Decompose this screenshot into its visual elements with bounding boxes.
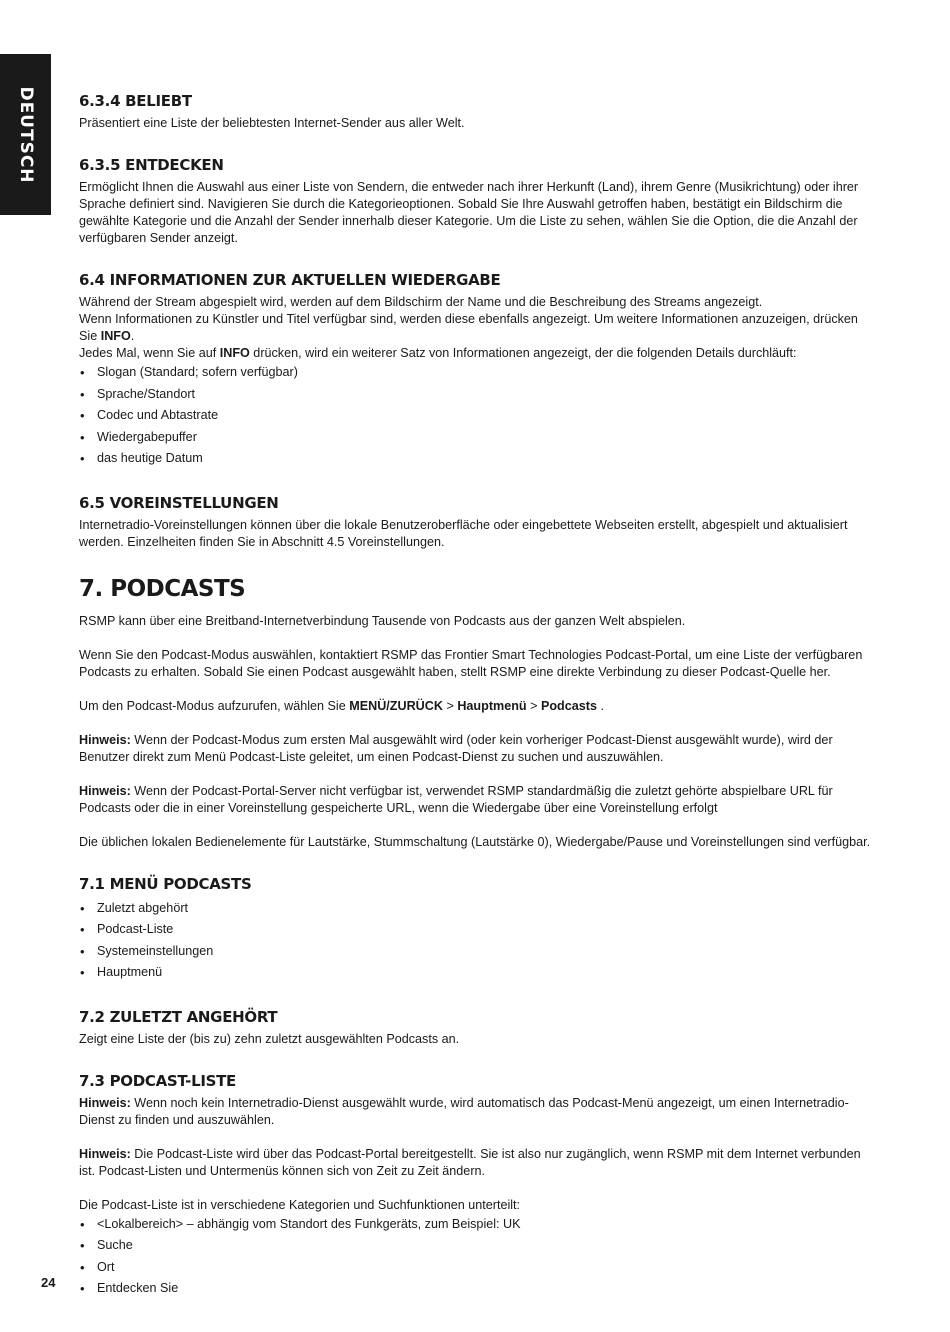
language-side-tab (0, 54, 51, 215)
section-7-1 (79, 875, 874, 984)
list-item: • Zuletzt abgehört (79, 898, 874, 920)
section-6-4 (79, 271, 874, 470)
paragraph: Zeigt eine Liste der (bis zu) zehn zuletzt ausgewählten Podcasts an. (79, 1031, 460, 1046)
section-7-3 (79, 1072, 874, 1300)
list-item: • das heutige Datum (79, 448, 874, 470)
paragraph: Die Podcast-Liste ist in verschiedene Kategorien und Suchfunktionen unterteilt: (79, 1197, 521, 1212)
paragraph (79, 345, 874, 362)
list-item: • Systemeinstellungen (79, 941, 874, 963)
list-item: • Podcast-Liste (79, 919, 874, 941)
text-run: Jedes Mal, wenn Sie auf (79, 346, 220, 360)
paragraph: Wenn Sie den Podcast-Modus auswählen, kontaktiert RSMP das Frontier Smart Technologies Podcast-Portal, um eine Liste der verfügbaren Podcasts zu erhalten. Sobald Sie einen Podcast ausgewählt haben, stellt RSMP eine direkte Verbindung zu dieser Podcast-Quelle her. (79, 647, 863, 679)
section-7 (79, 575, 874, 851)
text-run: drücken, wird ein weiterer Satz von Informationen angezeigt, der die folgenden Details durchläuft: (249, 346, 797, 360)
language-label: DEUTSCH (15, 85, 36, 184)
note-paragraph (79, 732, 874, 766)
text-run: Die Podcast-Liste wird über das Podcast-Portal bereitgestellt. Sie ist also nur zugänglich, wenn RSMP mit dem Internet verbunden ist. Podcast-Listen und Untermenüs können sich von Zeit zu Zeit ändern. (79, 1146, 861, 1178)
text-run: Um den Podcast-Modus aufzurufen, wählen Sie (79, 698, 350, 713)
text-run: > (526, 698, 541, 713)
paragraph (79, 698, 874, 715)
text-run: . (130, 329, 135, 343)
bullet-list (79, 898, 874, 984)
list-item: • Codec und Abtastrate (79, 405, 874, 427)
list-item: • Suche (79, 1235, 874, 1257)
list-item: • Hauptmenü (79, 962, 874, 984)
bullet-list (79, 1214, 874, 1300)
note-label: Hinweis: (79, 783, 131, 798)
info-key-label: INFO (100, 329, 131, 343)
section-title: 7.2 ZULETZT ANGEHÖRT (79, 1007, 278, 1026)
page-number: 24 (41, 1275, 56, 1290)
note-paragraph (79, 783, 874, 817)
paragraph (79, 311, 874, 345)
text-run: Wenn Informationen zu Künstler und Titel verfügbar sind, werden diese ebenfalls angezeigt. Um weitere Informationen anzuzeigen, drücken Sie (79, 312, 858, 343)
paragraph: Während der Stream abgespielt wird, werden auf dem Bildschirm der Name und die Beschreibung des Streams angezeigt. (79, 295, 763, 309)
section-title: 7.1 MENÜ PODCASTS (79, 874, 252, 893)
paragraph: RSMP kann über eine Breitband-Internetverbindung Tausende von Podcasts aus der ganzen Welt abspielen. (79, 613, 686, 628)
section-title: 6.3.4 BELIEBT (79, 92, 192, 110)
list-item: • Ort (79, 1257, 874, 1279)
text-run: Wenn noch kein Internetradio-Dienst ausgewählt wurde, wird automatisch das Podcast-Menü angezeigt, um einen Internetradio-Dienst zu finden und auszuwählen. (79, 1095, 849, 1127)
list-item: • Sprache/Standort (79, 384, 874, 406)
menu-path-label: Hauptmenü (457, 698, 527, 713)
list-item: • Entdecken Sie (79, 1278, 874, 1300)
text-run: . (596, 698, 604, 713)
list-item: • Slogan (Standard; sofern verfügbar) (79, 362, 874, 384)
section-6-5 (79, 494, 874, 551)
info-key-label: INFO (219, 346, 250, 360)
menu-path-label: Podcasts (540, 698, 597, 713)
section-title: 6.5 VOREINSTELLUNGEN (79, 493, 279, 512)
menu-path-label: MENÜ/ZURÜCK (349, 698, 443, 713)
section-6-3-4 (79, 92, 874, 132)
paragraph: Ermöglicht Ihnen die Auswahl aus einer Liste von Sendern, die entweder nach ihrer Herkunft (Land), ihrem Genre (Musikrichtung) oder ihrer Sprache definiert sind. Navigieren Sie durch die Kategorieoptionen. Sobald Sie Ihre Auswahl getroffen haben, bestätigt ein Bildschirm die gewählte Kategorie und die Anzahl der Sender innerhalb dieser Kategorie. Um die Liste zu sehen, wählen Sie die Option, die die Anzahl der verfügbaren Sender anzeigt. (79, 180, 859, 245)
paragraph: Präsentiert eine Liste der beliebtesten Internet-Sender aus aller Welt. (79, 116, 465, 130)
text-run: Wenn der Podcast-Modus zum ersten Mal ausgewählt wird (oder kein vorheriger Podcast-Dienst ausgewählt wurde), wird der Benutzer direkt zum Menü Podcast-Liste geleitet, um einen Podcast-Dienst zu suchen und auszuwählen. (79, 732, 833, 764)
text-run: Wenn der Podcast-Portal-Server nicht verfügbar ist, verwendet RSMP standardmäßig die zuletzt gehörte abspielbare URL für Podcasts oder die in einer Voreinstellung gespeicherte URL, wenn die Wiedergabe über eine Voreinstellung erfolgt (79, 783, 833, 815)
chapter-title: 7. PODCASTS (79, 575, 246, 602)
note-label: Hinweis: (79, 732, 131, 747)
section-6-3-5 (79, 156, 874, 247)
paragraph: Internetradio-Voreinstellungen können über die lokale Benutzeroberfläche oder eingebettete Webseiten erstellt, abgespielt und aktualisiert werden. Einzelheiten finden Sie in Abschnitt 4.5 Voreinstellungen. (79, 517, 848, 549)
list-item: • Wiedergabepuffer (79, 427, 874, 449)
section-7-2 (79, 1008, 874, 1048)
section-title: 7.3 PODCAST-LISTE (79, 1071, 236, 1090)
list-item: • <Lokalbereich> – abhängig vom Standort des Funkgeräts, zum Beispiel: UK (79, 1214, 874, 1236)
bullet-list (79, 362, 874, 470)
note-paragraph (79, 1095, 874, 1129)
text-run: > (442, 698, 458, 713)
paragraph: Die üblichen lokalen Bedienelemente für Lautstärke, Stummschaltung (Lautstärke 0), Wiedergabe/Pause und Voreinstellungen sind verfügbar. (79, 834, 871, 849)
note-paragraph (79, 1146, 874, 1180)
section-title: 6.3.5 ENTDECKEN (79, 156, 224, 174)
page-content (79, 92, 874, 1324)
section-title: 6.4 INFORMATIONEN ZUR AKTUELLEN WIEDERGABE (79, 271, 501, 289)
note-label: Hinweis: (79, 1146, 131, 1161)
note-label: Hinweis: (79, 1095, 131, 1110)
